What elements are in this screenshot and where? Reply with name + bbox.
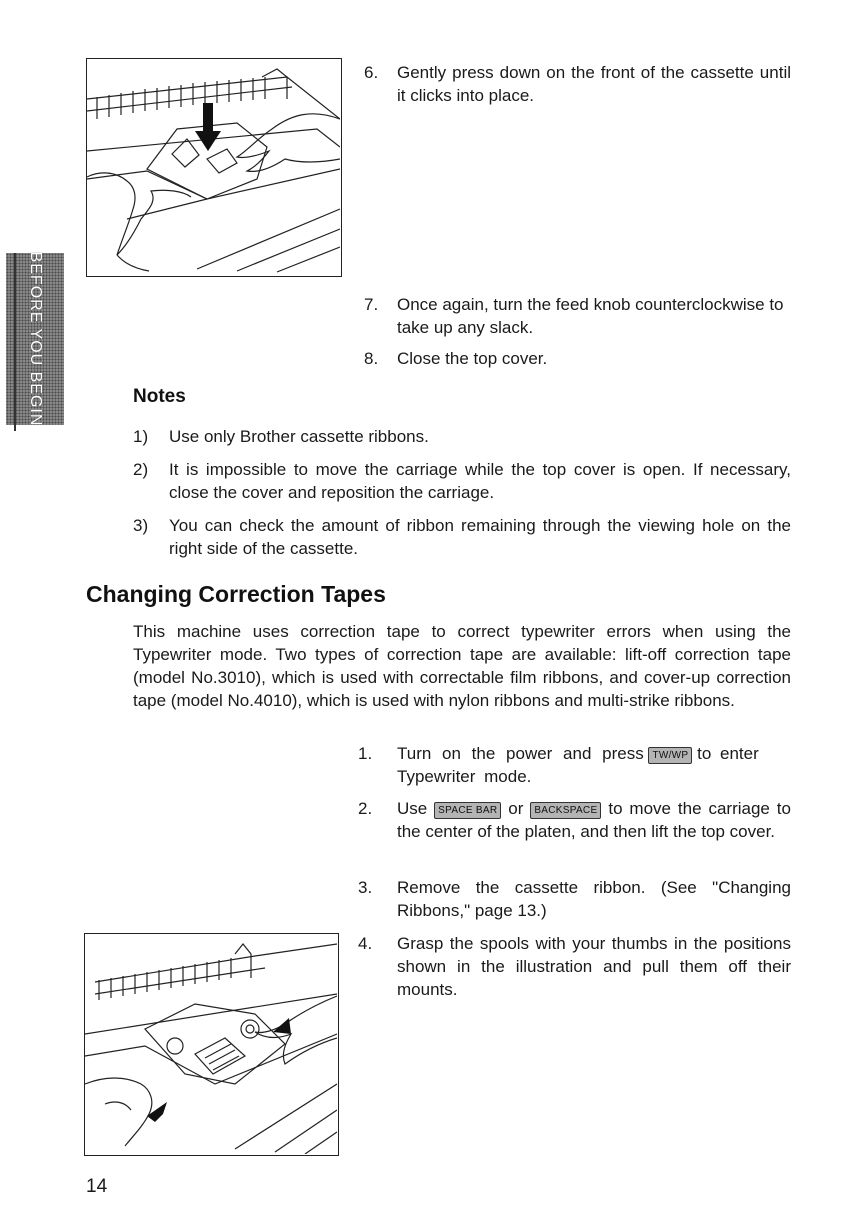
side-tab-divider	[14, 253, 16, 431]
note-text: Use only Brother cassette ribbons.	[169, 427, 429, 446]
step-text	[397, 797, 791, 843]
space-bar-key-icon: SPACE BAR	[434, 802, 501, 819]
step-text: Once again, turn the feed knob counterclockwise to take up any slack.	[397, 295, 784, 337]
cassette-press-drawing	[87, 59, 340, 275]
step-text: Gently press down on the front of the cassette until it clicks into place.	[397, 63, 791, 105]
illustration-insert-cassette	[86, 58, 342, 277]
step-number: 4.	[358, 934, 373, 953]
step-text-part: Use	[397, 799, 428, 818]
section-intro: This machine uses correction tape to correct typewriter errors when using the Typewriter mode. Two types of correction tape are available: lift-off correction tape (model No.3010), which is used with correctable film ribbons, and cover-up correction tape (model No.4010), which is used with nylon ribbons and multi-strike ribbons.	[133, 622, 791, 710]
step-number: 1.	[358, 744, 373, 763]
step-number: 3.	[358, 878, 373, 897]
note-number: 2)	[133, 460, 149, 479]
tw-wp-key-icon: TW/WP	[648, 747, 692, 764]
side-tab-label: BEFORE YOU BEGIN	[27, 251, 44, 427]
step-text: Close the top cover.	[397, 349, 548, 368]
step-text-part: or	[508, 799, 524, 818]
step-number: 7.	[364, 295, 379, 314]
step-text-part: to enter Typewriter mode.	[397, 744, 759, 786]
step-text: Grasp the spools with your thumbs in the positions shown in the illustration and pull them off their mounts.	[397, 934, 791, 999]
step-text: Remove the cassette ribbon. (See "Changing Ribbons," page 13.)	[397, 878, 791, 920]
section-heading: Changing Correction Tapes	[86, 581, 386, 607]
illustration-remove-spools	[84, 933, 339, 1156]
step-text-part: Turn on the power and press	[397, 744, 644, 763]
step-number: 8.	[364, 349, 379, 368]
note-text: It is impossible to move the carriage while the top cover is open. If necessary, close the cover and reposition the carriage.	[169, 460, 791, 502]
step-number: 2.	[358, 799, 373, 818]
note-number: 1)	[133, 427, 149, 446]
note-text: You can check the amount of ribbon remaining through the viewing hole on the right side of the cassette.	[169, 516, 791, 558]
note-number: 3)	[133, 516, 149, 535]
notes-heading: Notes	[133, 386, 186, 407]
backspace-key-icon: BACKSPACE	[530, 802, 601, 819]
step-number: 6.	[364, 63, 379, 82]
step-text	[397, 742, 791, 788]
page-number: 14	[86, 1176, 108, 1197]
step-text-part: to move the carriage to the center of the platen, and then lift the top cover.	[397, 799, 791, 841]
spool-removal-drawing	[85, 934, 337, 1154]
